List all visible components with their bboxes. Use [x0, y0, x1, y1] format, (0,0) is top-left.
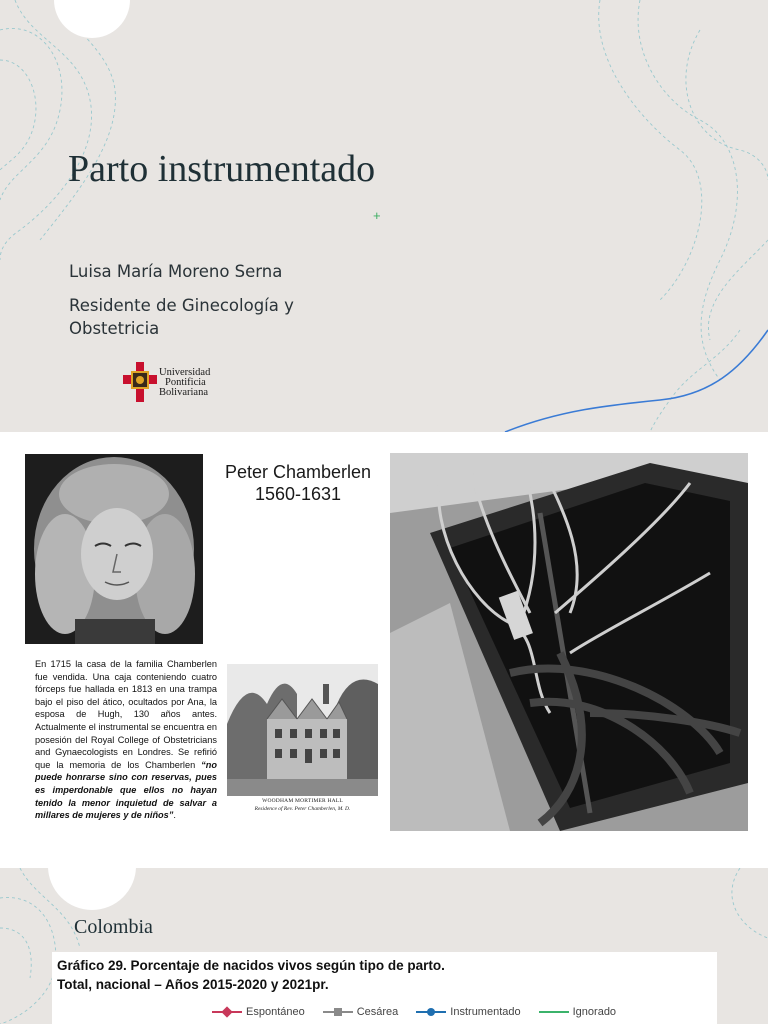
chart-card: [52, 952, 717, 1024]
portrait-image: [25, 454, 203, 644]
author-name: Luisa María Moreno Serna: [69, 262, 283, 281]
title-slide: [0, 0, 768, 432]
chart-title-line1: Gráfico 29. Porcentaje de nacidos vivos según tipo de parto.: [57, 958, 445, 973]
history-end: .: [173, 810, 176, 821]
chart-title-line2: Total, nacional – Años 2015-2020 y 2021pr.: [57, 977, 329, 992]
legend-swatch: [539, 1011, 569, 1013]
university-logo: [123, 362, 243, 404]
slide-title: Parto instrumentado: [68, 148, 376, 190]
legend-label: Ignorado: [572, 1006, 617, 1018]
legend-swatch: [212, 1011, 242, 1013]
legend-item: [212, 1006, 305, 1018]
author-role: Residente de Ginecología y Obstetricia: [69, 296, 294, 338]
logo-wordmark: [159, 368, 210, 398]
legend-swatch: [323, 1011, 353, 1013]
history-text: En 1715 la casa de la familia Chamberlen fue vendida. Una caja conteniendo cuatro fórceps fue hallada en 1813 en una trampa bajo el piso del ático, ocultados por Ana, la esposa de Hugh, 130 años antes. Actualmente el instrumental se encuentra en posesión del Royal College of Obstetricians and Gynaecologists en Londres. Se refirió que la memoria de los Chamberlen: [35, 659, 217, 770]
legend-label: Espontáneo: [246, 1006, 305, 1018]
legend-item: [323, 1006, 399, 1018]
history-paragraph: [35, 658, 217, 822]
house-subcaption: Residence of Rev. Peter Chamberlen, M. D.: [254, 806, 351, 812]
legend-label: Instrumentado: [450, 1006, 521, 1018]
house-caption: WOODHAM MORTIMER HALL: [262, 798, 343, 804]
plus-decoration: +: [373, 208, 381, 223]
chamberlen-name: Peter Chamberlen: [224, 462, 372, 482]
legend-item: [416, 1006, 520, 1018]
legend-marker: [334, 1008, 342, 1016]
legend-marker: [427, 1008, 435, 1016]
topographic-background: [0, 0, 768, 432]
forceps-box-photo: [390, 453, 748, 831]
chart-legend: [212, 1004, 616, 1020]
chamberlen-years: 1560-1631: [254, 484, 342, 504]
legend-swatch: [416, 1011, 446, 1013]
house-engraving-image: [227, 664, 378, 796]
chamberlen-slide: [0, 432, 768, 868]
upb-shield-icon: [123, 362, 157, 402]
history-quote: “no puede honrarse sino con reservas, pues es imperdonable que ellos no hayan tenido la menor inquietud de salvar a millares de mujeres y de niños”: [35, 759, 217, 821]
accent-curve: [505, 330, 768, 432]
logo-line1: Universidad: [159, 367, 211, 378]
logo-line3: Bolivariana: [159, 387, 208, 398]
logo-line2: Pontificia: [165, 377, 206, 388]
colombia-slide: [0, 868, 768, 1024]
legend-marker: [221, 1006, 232, 1017]
legend-label: Cesárea: [356, 1006, 399, 1018]
section-heading: Colombia: [74, 916, 153, 938]
legend-item: [539, 1006, 616, 1018]
